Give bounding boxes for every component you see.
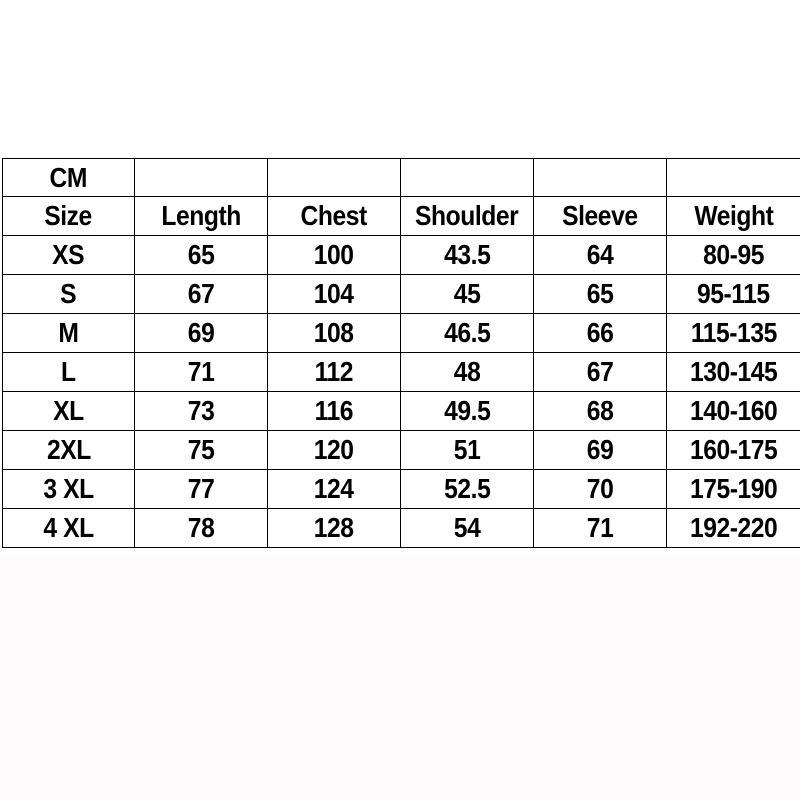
chest-value: 112 — [314, 356, 354, 387]
column-header-length: Length — [161, 200, 241, 231]
table-cell — [268, 470, 401, 509]
table-cell — [135, 392, 268, 431]
background-area — [0, 556, 800, 800]
shoulder-value: 49.5 — [443, 395, 491, 426]
table-cell — [268, 392, 401, 431]
size-label: 3 XL — [43, 473, 94, 504]
length-value: 67 — [187, 278, 215, 309]
table-cell — [135, 431, 268, 470]
table-cell — [401, 353, 534, 392]
table-row — [3, 236, 800, 275]
shoulder-value: 51 — [453, 434, 481, 465]
table-cell — [667, 470, 800, 509]
table-cell — [3, 431, 135, 470]
length-value: 75 — [187, 434, 215, 465]
unit-row — [3, 159, 800, 197]
sleeve-value: 67 — [586, 356, 614, 387]
size-label: M — [58, 317, 79, 348]
table-cell — [268, 509, 401, 548]
table-cell — [667, 314, 800, 353]
chest-value: 100 — [314, 239, 354, 270]
empty-cell — [667, 159, 800, 197]
table-row — [3, 353, 800, 392]
table-cell — [534, 431, 667, 470]
sleeve-value: 65 — [586, 278, 614, 309]
table-cell — [401, 392, 534, 431]
shoulder-value: 43.5 — [443, 239, 491, 270]
weight-value: 80-95 — [703, 239, 764, 270]
weight-value: 95-115 — [697, 278, 770, 309]
weight-value: 192-220 — [689, 512, 778, 543]
weight-value: 140-160 — [689, 395, 778, 426]
shoulder-value: 45 — [453, 278, 481, 309]
table-cell — [534, 509, 667, 548]
size-label: L — [61, 356, 76, 387]
shoulder-value: 52.5 — [443, 473, 491, 504]
weight-value: 115-135 — [690, 317, 777, 348]
column-header — [401, 197, 534, 236]
table-cell — [667, 236, 800, 275]
table-row — [3, 275, 800, 314]
table-cell — [135, 275, 268, 314]
sleeve-value: 69 — [586, 434, 614, 465]
empty-cell — [135, 159, 268, 197]
table-row — [3, 314, 800, 353]
table-cell — [135, 314, 268, 353]
chest-value: 116 — [314, 395, 354, 426]
size-label: 4 XL — [43, 512, 94, 543]
table-cell — [401, 431, 534, 470]
table-cell — [667, 431, 800, 470]
column-header-sleeve: Sleeve — [562, 200, 638, 231]
table-cell — [135, 353, 268, 392]
table-cell — [3, 314, 135, 353]
table-row — [3, 509, 800, 548]
column-header — [268, 197, 401, 236]
length-value: 71 — [187, 356, 215, 387]
column-header — [534, 197, 667, 236]
column-header-chest: Chest — [300, 200, 368, 231]
column-header-weight: Weight — [693, 200, 774, 231]
shoulder-value: 54 — [453, 512, 481, 543]
length-value: 78 — [187, 512, 215, 543]
chest-value: 108 — [314, 317, 354, 348]
column-header-size: Size — [44, 200, 93, 231]
table-cell — [667, 275, 800, 314]
table-cell — [534, 275, 667, 314]
table-cell — [534, 236, 667, 275]
shoulder-value: 46.5 — [443, 317, 491, 348]
table-cell — [135, 509, 268, 548]
table-cell — [667, 509, 800, 548]
empty-cell — [268, 159, 401, 197]
length-value: 73 — [187, 395, 215, 426]
table-row — [3, 392, 800, 431]
size-label: S — [60, 278, 77, 309]
table-cell — [268, 275, 401, 314]
column-header-shoulder: Shoulder — [415, 200, 519, 231]
unit-cell — [3, 159, 135, 197]
table-cell — [401, 275, 534, 314]
table-cell — [268, 314, 401, 353]
column-header — [667, 197, 800, 236]
table-cell — [3, 392, 135, 431]
length-value: 69 — [187, 317, 215, 348]
chest-value: 128 — [314, 512, 354, 543]
size-label: XL — [53, 395, 84, 426]
chest-value: 124 — [314, 473, 354, 504]
table-cell — [534, 314, 667, 353]
column-header — [135, 197, 268, 236]
table-cell — [135, 236, 268, 275]
table-cell — [268, 236, 401, 275]
table-cell — [268, 431, 401, 470]
table-row — [3, 431, 800, 470]
table-cell — [534, 392, 667, 431]
table-cell — [401, 314, 534, 353]
table-cell — [3, 353, 135, 392]
column-header — [3, 197, 135, 236]
table-cell — [3, 236, 135, 275]
weight-value: 160-175 — [689, 434, 778, 465]
empty-cell — [534, 159, 667, 197]
table-cell — [534, 353, 667, 392]
sleeve-value: 70 — [586, 473, 614, 504]
size-chart-table — [2, 158, 800, 548]
length-value: 65 — [187, 239, 215, 270]
sleeve-value: 71 — [586, 512, 614, 543]
header-row — [3, 197, 800, 236]
length-value: 77 — [187, 473, 215, 504]
table-cell — [401, 470, 534, 509]
weight-value: 175-190 — [689, 473, 778, 504]
table-cell — [3, 470, 135, 509]
table-cell — [667, 392, 800, 431]
shoulder-value: 48 — [453, 356, 481, 387]
table-cell — [401, 509, 534, 548]
empty-cell — [401, 159, 534, 197]
unit-label: CM — [49, 161, 88, 193]
table-cell — [3, 509, 135, 548]
size-label: 2XL — [46, 434, 91, 465]
chest-value: 104 — [314, 278, 354, 309]
sleeve-value: 68 — [586, 395, 614, 426]
chest-value: 120 — [314, 434, 354, 465]
table-cell — [135, 470, 268, 509]
table-cell — [268, 353, 401, 392]
table-cell — [534, 470, 667, 509]
table-cell — [3, 275, 135, 314]
table-cell — [667, 353, 800, 392]
table-cell — [401, 236, 534, 275]
weight-value: 130-145 — [689, 356, 778, 387]
sleeve-value: 66 — [586, 317, 614, 348]
table-row — [3, 470, 800, 509]
sleeve-value: 64 — [586, 239, 614, 270]
size-label: XS — [52, 239, 85, 270]
